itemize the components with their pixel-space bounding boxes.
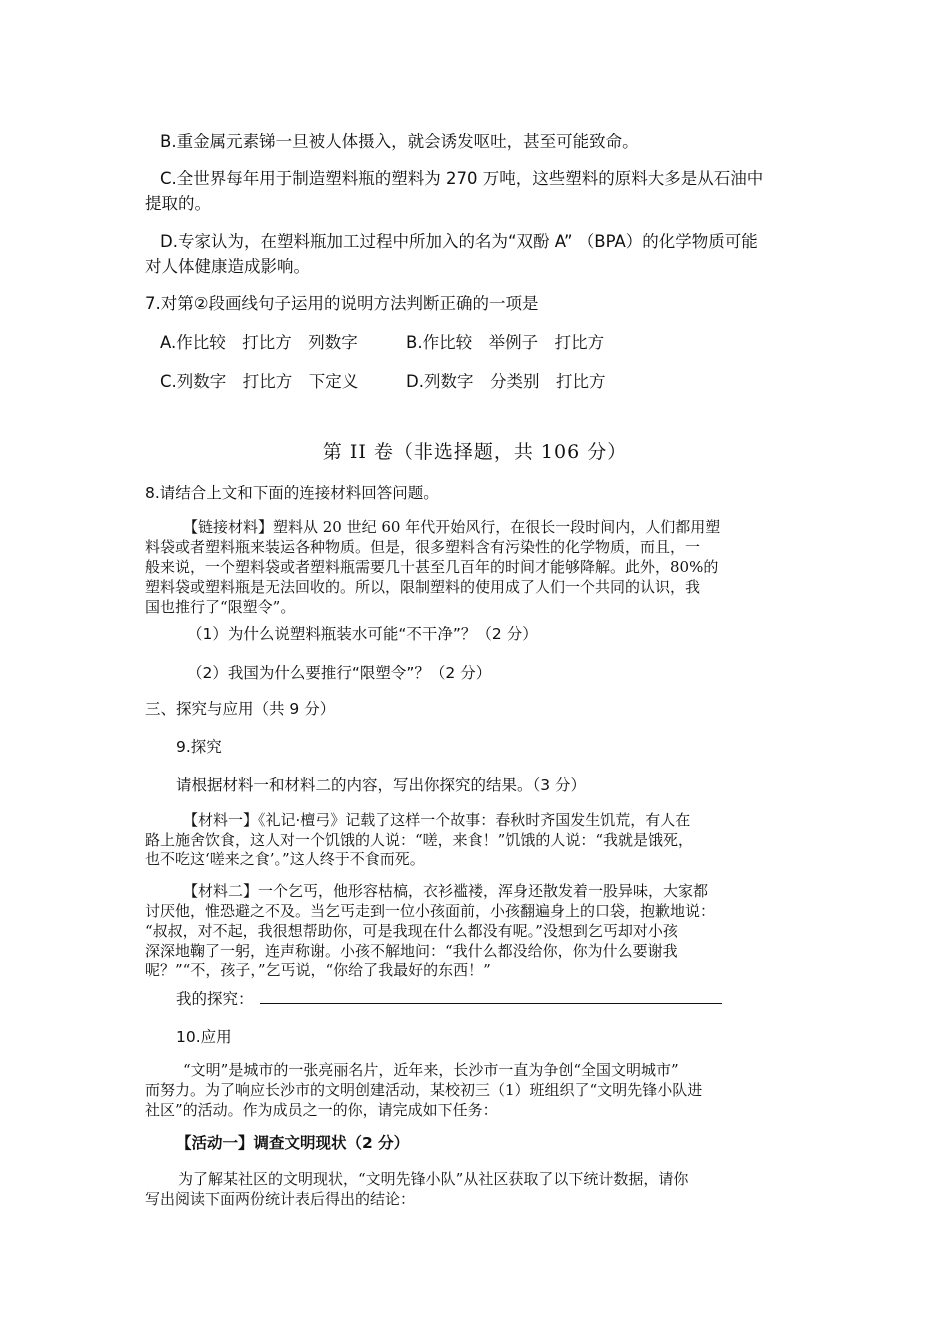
- q7-option-d: D.列数字 分类别 打比方: [406, 372, 606, 391]
- q6-option-b: B.重金属元素锑一旦被人体摄入，就会诱发呕吐，甚至可能致命。: [160, 132, 639, 151]
- q7-stem: 7.对第②段画线句子运用的说明方法判断正确的一项是: [145, 294, 539, 313]
- q9-answer-row: [176, 987, 722, 1009]
- q8-material-line4: 塑料袋或塑料瓶是无法回收的。所以，限制塑料的使用成了人们一个共同的认识，我: [145, 578, 701, 596]
- q8-material-line1: 【链接材料】塑料从 20 世纪 60 年代开始风行，在很长一段时间内，人们都用塑: [183, 518, 721, 536]
- q9-material2-line1: 【材料二】一个乞丐，他形容枯槁，衣衫褴褛，浑身还散发着一股异味，大家都: [183, 882, 709, 900]
- q6-option-d-line1: D.专家认为，在塑料瓶加工过程中所加入的名为“双酚 A” （BPA）的化学物质可能: [160, 232, 758, 251]
- q10-activity1-line2: 写出阅读下面两份统计表后得出的结论：: [145, 1190, 416, 1208]
- q9-material2-line5: 呢？”“不，孩子，”乞丐说，“你给了我最好的东西！”: [145, 961, 491, 979]
- q8-material-line2: 料袋或者塑料瓶来装运各种物质。但是，很多塑料含有污染性的化学物质，而且，一: [145, 538, 701, 556]
- q10-intro-line3: 社区”的活动。作为成员之一的你，请完成如下任务：: [145, 1101, 498, 1119]
- q9-answer-blank[interactable]: [260, 989, 722, 1004]
- q8-material-line3: 般来说，一个塑料袋或者塑料瓶需要几十甚至几百年的时间才能够降解。此外，80%的: [145, 558, 719, 576]
- q9-material1-line2: 路上施舍饮食，这人对一个饥饿的人说：“嗟，来食！”饥饿的人说：“我就是饿死，: [145, 831, 694, 849]
- q8-material-line5: 国也推行了“限塑令”。: [145, 598, 296, 616]
- section-2-title: 第 II 卷（非选择题，共 106 分）: [322, 441, 628, 463]
- q9-answer-label: 我的探究：: [176, 990, 254, 1008]
- q10-intro-line2: 而努力。为了响应长沙市的文明创建活动，某校初三（1）班组织了“文明先锋小队进: [145, 1081, 703, 1099]
- q8-stem: 8.请结合上文和下面的连接材料回答问题。: [145, 484, 439, 502]
- section-3-title: 三、探究与应用（共 9 分）: [145, 700, 336, 718]
- q9-material1-line1: 【材料一】《礼记·檀弓》记载了这样一个故事：春秋时齐国发生饥荒，有人在: [183, 811, 691, 829]
- q6-option-c-line2: 提取的。: [145, 194, 211, 213]
- q10-activity1-title: 【活动一】调查文明现状（2 分）: [176, 1134, 410, 1152]
- q7-option-b: B.作比较 举例子 打比方: [406, 333, 605, 352]
- q6-option-c-line1: C.全世界每年用于制造塑料瓶的塑料为 270 万吨，这些塑料的原料大多是从石油中: [160, 169, 764, 188]
- q10-label: 10.应用: [176, 1028, 232, 1046]
- q9-stem: 请根据材料一和材料二的内容，写出你探究的结果。（3 分）: [176, 776, 587, 794]
- q10-intro-line1: “文明”是城市的一张亮丽名片，近年来，长沙市一直为争创“全国文明城市”: [183, 1061, 679, 1079]
- q7-option-c: C.列数字 打比方 下定义: [160, 372, 359, 391]
- q9-material1-line3: 也不吃这‘嗟来之食’。”这人终于不食而死。: [145, 850, 425, 868]
- q10-activity1-line1: 为了解某社区的文明现状，“文明先锋小队”从社区获取了以下统计数据，请你: [178, 1170, 689, 1188]
- q9-material2-line4: 深深地鞠了一躬，连声称谢。小孩不解地问：“我什么都没给你，你为什么要谢我: [145, 942, 678, 960]
- q8-sub-question-2: （2）我国为什么要推行“限塑令”？（2 分）: [187, 664, 492, 682]
- q9-material2-line3: “叔叔，对不起，我很想帮助你，可是我现在什么都没有呢。”没想到乞丐却对小孩: [145, 922, 678, 940]
- q9-label: 9.探究: [176, 738, 222, 756]
- q9-material2-line2: 讨厌他，惟恐避之不及。当乞丐走到一位小孩面前，小孩翻遍身上的口袋，抱歉地说：: [145, 902, 716, 920]
- q8-sub-question-1: （1）为什么说塑料瓶装水可能“不干净”？（2 分）: [187, 625, 538, 643]
- q7-option-a: A.作比较 打比方 列数字: [160, 333, 358, 352]
- q6-option-d-line2: 对人体健康造成影响。: [145, 257, 310, 276]
